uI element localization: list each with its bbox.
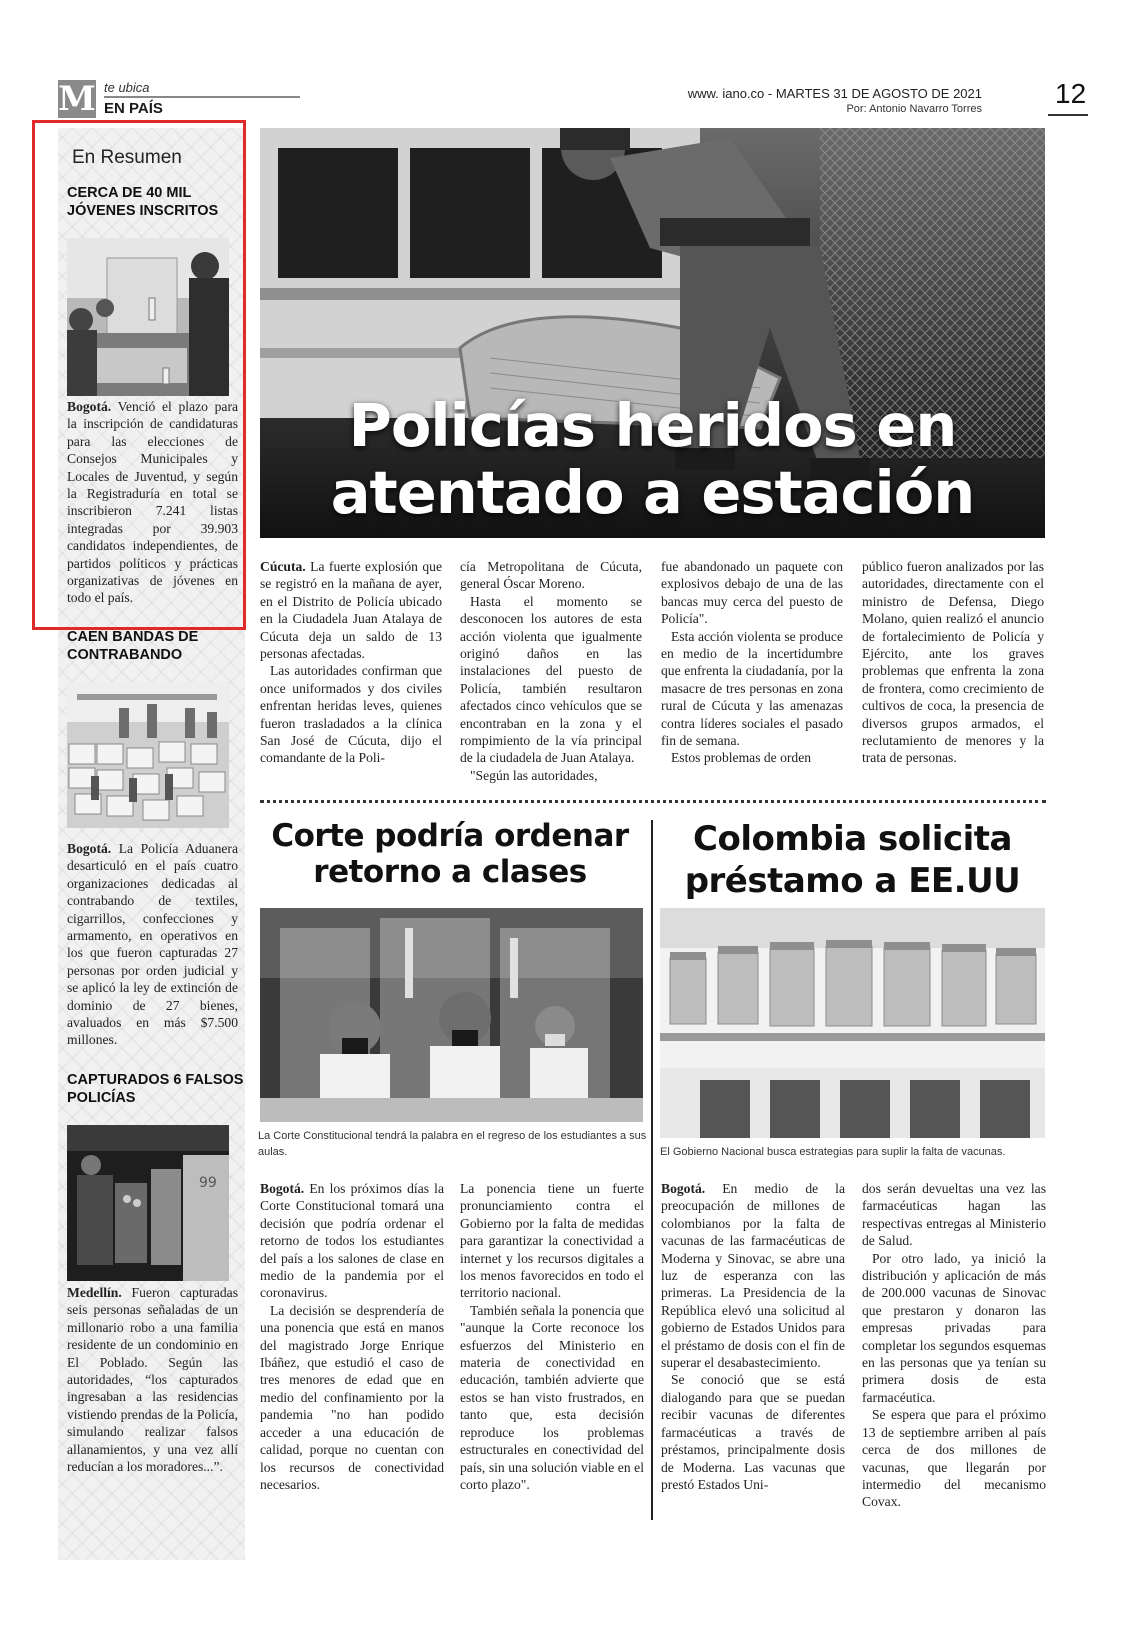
story-left-headline-line-2: retorno a clases [313, 854, 587, 890]
main-story-paragraph: fue abandonado un paquete con explosivos debajo de una de las bancas muy cerca del puesto de Policía". [661, 559, 843, 627]
story-right-paragraph: Se espera que para el próximo 13 de septiembre arriben al país cerca de dos millones de vacunas, que llegarán por intermedio del mecanismo Covax. [862, 1407, 1046, 1510]
section-divider [104, 96, 300, 98]
story-right-dateline: Bogotá. [661, 1181, 706, 1196]
main-story-paragraph: Hasta el momento se desconocen los autores de esta acción violenta que igualmente originó daños en las instalaciones del puesto de Policía, también resultaron afectados cinco vehículos que se encontraban en la zona y el rompimiento de la vía principal de la ciudadela de Juan Atalaya. [460, 593, 642, 766]
sidebar-photo-contraband [67, 682, 229, 828]
story-right-paragraph [661, 1180, 845, 1371]
story-left-dateline: Bogotá. [260, 1181, 305, 1196]
main-story-column-4 [862, 558, 1044, 767]
byline: Por: Antonio Navarro Torres [846, 103, 982, 115]
story-left-column-2 [460, 1180, 644, 1493]
main-story-paragraph: Las autoridades confirman que once uniformados y dos civiles enfrentan heridas leves, quienes fueron trasladados a la clínica San José de Cúcuta, dijo el comandante de la Poli- [260, 663, 442, 766]
main-story-paragraph: cía Metropolitana de Cúcuta, general Óscar Moreno. [460, 559, 642, 592]
sidebar-dateline-3: Medellín. [67, 1285, 122, 1300]
story-left-paragraph: La decisión se desprendería de una ponencia que está en manos del magistrado Jorge Enrique Ibáñez, que estudió el caso de tres menores de edad que en medio del confinamiento por la pandemia "no han podido acceder a una educación de calidad, porque no cuentan con los recursos de conectividad necesarios. [260, 1302, 444, 1492]
main-story-text: La fuerte explosión que se registró en la mañana de ayer, en el Distrito de Policía ubicado en la Ciudadela Juan Atalaya de Cúcuta deja un saldo de 13 personas afectadas. [260, 559, 442, 662]
story-right-paragraph: dos serán devueltas una vez las farmacéuticas hagan las respectivas entregas al Ministerio de Salud. [862, 1181, 1046, 1249]
sidebar-headline-1: CERCA DE 40 MIL JÓVENES INSCRITOS [67, 185, 219, 219]
story-right-column-2 [862, 1180, 1046, 1511]
newspaper-logo: M [58, 79, 96, 119]
sidebar-photo-registration [67, 238, 229, 396]
story-right-caption: El Gobierno Nacional busca estrategias para suplir la falta de vacunas. [660, 1146, 1006, 1158]
main-story-paragraph [260, 558, 442, 662]
story-left-headline-line-1: Corte podría ordenar [271, 818, 629, 854]
main-story-column-1 [260, 558, 442, 767]
column-vertical-rule [651, 820, 653, 1520]
sidebar-body-2: La Policía Aduanera desarticuló en el país cuatro organizaciones dedicadas al contrabando de textiles, cigarrillos, confecciones y armamento, en operativos en los que fueron capturadas 27 personas por orden judicial y se aplicó la ley de extinción de dominio de 27 bienes, avaluados en más $7.500 millones. [67, 841, 238, 1048]
summary-title: En Resumen [72, 147, 182, 168]
story-right-paragraph: Por otro lado, ya inició la distribución y aplicación de más de 200.000 vacunas de Sinovac que prestaron y donaron las empresas privadas para completar los segundos esquemas en las personas que ya tenían su primera dosis de esta farmacéutica. [862, 1250, 1046, 1405]
story-left-text: En los próximos días la Corte Constitucional tomará una decisión que podría ordenar el retorno de todos los estudiantes del país a los salones de clase en medio de la pandemia por el coronavirus. [260, 1181, 444, 1301]
sidebar-dateline-1: Bogotá. [67, 399, 112, 414]
main-story-dateline: Cúcuta. [260, 559, 306, 574]
main-story-paragraph: público fueron analizados por las autoridades, directamente con el ministro de Defensa, Diego Molano, quien realizó el anuncio de fortalecimiento de Policía y Ejército, ante los graves problemas que enfrenta la zona de frontera, como crecimiento de cultivos de coca, la presencia de diversos grupos armados, el reclutamiento de menores y la trata de personas. [862, 559, 1044, 766]
sidebar-headline-3: CAPTURADOS 6 FALSOS POLICÍAS [67, 1072, 244, 1106]
main-story-column-2 [460, 558, 642, 784]
site-and-date: www. iano.co - MARTES 31 DE AGOSTO DE 2021 [687, 86, 982, 101]
story-right-headline-line-2: préstamo a EE.UU [684, 861, 1021, 901]
svg-text:99: 99 [199, 1175, 217, 1191]
sidebar-body-3: Fueron capturadas seis personas señaladas de un millonario robo a una familia residente de un condominio en El Poblado. Según las autoridades, “los capturados ingresaban a las residencias vistiendo prendas de la Policía, simulando realizar falsos allanamientos, y una vez allí reducían a los moradores...”. [67, 1285, 238, 1475]
story-left-paragraph: También señala la ponencia que "aunque la Corte reconoce los esfuerzos del Ministerio en materia de conectividad en educación, también advierte que estos se han visto frustrados, en tanto que, esta decisión reproduce los problemas estructurales en conectividad del país, sin una solución viable en el corto plazo". [460, 1302, 644, 1492]
story-right-headline-line-1: Colombia solicita [693, 819, 1012, 859]
main-headline-line-2: atentado a estación [330, 458, 975, 527]
sidebar-body-1: Venció el plazo para la inscripción de candidaturas para las elecciones de Consejos Municipales y Locales de Juventud, y según la Registraduría en total se inscribieron 7.241 listas integradas por 39.903 candidatos independientes, de partidos políticos y prácticas organizativas de jóvenes en todo el país. [67, 399, 238, 606]
story-left-headline [260, 818, 640, 890]
main-story-paragraph: Estos problemas de orden [671, 750, 812, 766]
main-story-column-3 [661, 558, 843, 767]
page-number-rule [1048, 114, 1088, 116]
sidebar-photo-arrest [67, 1125, 229, 1281]
story-right-photo [660, 908, 1045, 1138]
story-left-column-1 [260, 1180, 444, 1493]
sidebar-headline-2: CAEN BANDAS DE CONTRABANDO [67, 629, 199, 663]
sidebar-text-1 [67, 398, 238, 607]
sidebar-text-2 [67, 840, 238, 1049]
story-left-photo [260, 908, 643, 1122]
main-story-paragraph: "Según las autoridades, [470, 767, 598, 783]
section-title: EN PAÍS [104, 100, 163, 117]
story-left-caption: La Corte Constitucional tendrá la palabra en el regreso de los estudiantes a sus aulas. [258, 1130, 647, 1158]
story-right-headline [660, 818, 1045, 902]
story-right-text: En medio de la preocupación de millones de colombianos por la falta de vacunas de las farmacéuticas de Moderna y Sinovac, se abre una luz de esperanza con las primeras. La Presidencia de la República elevó una solicitud al gobierno de Estados Unidos para el préstamo de dosis con el fin de superar el desabastecimiento. [661, 1181, 845, 1371]
main-headline [260, 392, 1045, 526]
main-headline-line-1: Policías heridos en [348, 391, 957, 460]
section-subtitle: te ubica [104, 80, 150, 95]
sidebar-dateline-2: Bogotá. [67, 841, 112, 856]
story-left-paragraph: La ponencia tiene un fuerte pronunciamiento contra el Gobierno por la falta de medidas para garantizar la conectividad a internet y los recursos digitales a los menos favorecidos en todo el territorio nacional. [460, 1181, 644, 1301]
section-dotted-divider [260, 800, 1046, 803]
main-story-paragraph: Esta acción violenta se produce en medio de la incertidumbre que enfrenta la ciudadanía, por la masacre de tres personas en zona rural de Cúcuta y las amenazas contra líderes sociales el pasado fin de semana. [661, 628, 843, 749]
sidebar-text-3 [67, 1284, 238, 1475]
page-number: 12 [1055, 78, 1087, 109]
story-right-paragraph: Se conoció que se está dialogando para que se puedan recibir vacunas de diferentes farmacéuticas a través de préstamos, principalmente dosis de Moderna. Las vacunas que prestó Estados Uni- [661, 1372, 845, 1492]
story-left-paragraph [260, 1180, 444, 1302]
story-right-column-1 [661, 1180, 845, 1493]
